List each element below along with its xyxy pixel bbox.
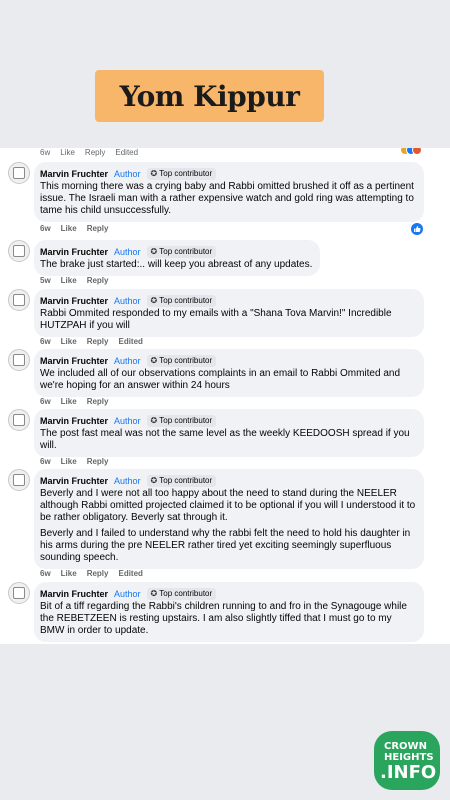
commenter-name[interactable]: Marvin Fruchter <box>40 475 109 486</box>
author-label: Author <box>114 246 141 257</box>
comment-actions <box>40 276 118 285</box>
like-button[interactable]: Like <box>60 569 77 578</box>
top-contributor-badge: ✪ Top contributor <box>147 246 217 258</box>
like-button[interactable]: Like <box>60 276 77 285</box>
badge-icon: ✪ <box>150 476 158 485</box>
commenter-name[interactable]: Marvin Fruchter <box>40 355 109 366</box>
reply-button[interactable]: Reply <box>86 224 109 233</box>
comment-time[interactable]: 6w <box>40 224 51 233</box>
page-title: Yom Kippur <box>119 79 300 113</box>
commenter-name[interactable]: Marvin Fruchter <box>40 295 109 306</box>
author-label: Author <box>114 168 141 179</box>
comment-text: We included all of our observations complaints in an email to Rabbi Ommited and we're hoping for an answer within 24 hours <box>40 368 400 391</box>
like-button[interactable]: Like <box>60 224 77 233</box>
comment-text: The post fast meal was not the same level as the weekly KEEDOOSH spread if you will. <box>40 428 410 451</box>
comment-bubble <box>34 162 424 222</box>
top-contributor-badge: ✪ Top contributor <box>147 355 217 367</box>
like-button[interactable]: Like <box>60 397 77 406</box>
author-label: Author <box>114 415 141 426</box>
avatar[interactable] <box>8 582 30 604</box>
comment-time[interactable]: 6w <box>40 457 51 466</box>
top-contributor-badge: ✪ Top contributor <box>147 588 217 600</box>
comment-text: Beverly and I were not all too happy about the need to stand during the NEELER although Rabbi omitted projected claimed it to be optional if you will I understood it to be rather obligatory. Beverly sat through it. <box>40 488 416 523</box>
comment-actions <box>40 224 118 233</box>
comment-actions <box>40 397 118 406</box>
comment-bubble <box>34 582 424 642</box>
like-button[interactable]: Like <box>60 457 77 466</box>
reply-button[interactable]: Reply <box>86 457 109 466</box>
comment-time[interactable]: 6w <box>40 569 51 578</box>
like-reaction-icon[interactable] <box>411 223 423 235</box>
comment-time[interactable]: 6w <box>40 337 51 346</box>
author-label: Author <box>114 295 141 306</box>
title-badge <box>95 70 324 122</box>
comment-actions <box>40 569 153 578</box>
top-contributor-badge: ✪ Top contributor <box>147 295 217 307</box>
avatar[interactable] <box>8 409 30 431</box>
reply-button[interactable]: Reply <box>86 397 109 406</box>
avatar[interactable] <box>8 469 30 491</box>
commenter-name[interactable]: Marvin Fruchter <box>40 415 109 426</box>
avatar[interactable] <box>8 162 30 184</box>
top-contributor-badge: ✪ Top contributor <box>147 415 217 427</box>
badge-icon: ✪ <box>150 416 158 425</box>
commenter-name[interactable]: Marvin Fruchter <box>40 168 109 179</box>
avatar[interactable] <box>8 349 30 371</box>
like-button[interactable]: Like <box>60 337 77 346</box>
edited-label: Edited <box>118 337 143 346</box>
comment-text: Bit of a tiff regarding the Rabbi's children running to and fro in the Synagouge while the REBETZEEN is resting upstairs. I am also slightly tiffed that I must go to my BMW in order to update. <box>40 601 407 636</box>
comment-actions <box>40 457 118 466</box>
badge-icon: ✪ <box>150 589 158 598</box>
comment-bubble <box>34 349 424 397</box>
comment-text: Beverly and I failed to understand why the rabbi felt the need to hold his daughter in his arms during the pre NEELER rather tired yet exciting seemingly superfluous sounding speech. <box>40 528 411 563</box>
avatar[interactable] <box>8 240 30 262</box>
comment-bubble <box>34 409 424 457</box>
comment-bubble <box>34 469 424 569</box>
comment-bubble <box>34 289 424 337</box>
commenter-name[interactable]: Marvin Fruchter <box>40 246 109 257</box>
author-label: Author <box>114 588 141 599</box>
comment-time[interactable]: 5w <box>40 276 51 285</box>
comment-actions <box>40 337 153 346</box>
reply-button[interactable]: Reply <box>86 569 109 578</box>
comment-bubble <box>34 240 320 276</box>
avatar[interactable] <box>8 289 30 311</box>
author-label: Author <box>114 355 141 366</box>
reply-button[interactable]: Reply <box>86 276 109 285</box>
badge-icon: ✪ <box>150 169 158 178</box>
cut-off-action-row: 6w Like Reply Edited <box>40 148 139 157</box>
edited-label: Edited <box>118 569 143 578</box>
top-contributor-badge: ✪ Top contributor <box>147 475 217 487</box>
comment-text: The brake just started:.. will keep you abreast of any updates. <box>40 259 313 270</box>
author-label: Author <box>114 475 141 486</box>
commenter-name[interactable]: Marvin Fruchter <box>40 588 109 599</box>
crown-heights-info-logo: CROWN HEIGHTS .INFO <box>374 731 440 790</box>
badge-icon: ✪ <box>150 356 158 365</box>
badge-icon: ✪ <box>150 247 158 256</box>
top-contributor-badge: ✪ Top contributor <box>147 168 217 180</box>
reply-button[interactable]: Reply <box>86 337 109 346</box>
comment-text: Rabbi Ommited responded to my emails with a "Shana Tova Marvin!" Incredible HUTZPAH if you will <box>40 308 392 331</box>
comment-feed <box>0 148 450 644</box>
reaction-icons[interactable] <box>400 148 422 155</box>
comment-time[interactable]: 6w <box>40 397 51 406</box>
badge-icon: ✪ <box>150 296 158 305</box>
comment-text: This morning there was a crying baby and Rabbi omitted brushed it off as a pertinent issue. The Israeli man with a rather expensive watch and gold ring was attempting to tame his child unsuccessfully. <box>40 181 414 216</box>
